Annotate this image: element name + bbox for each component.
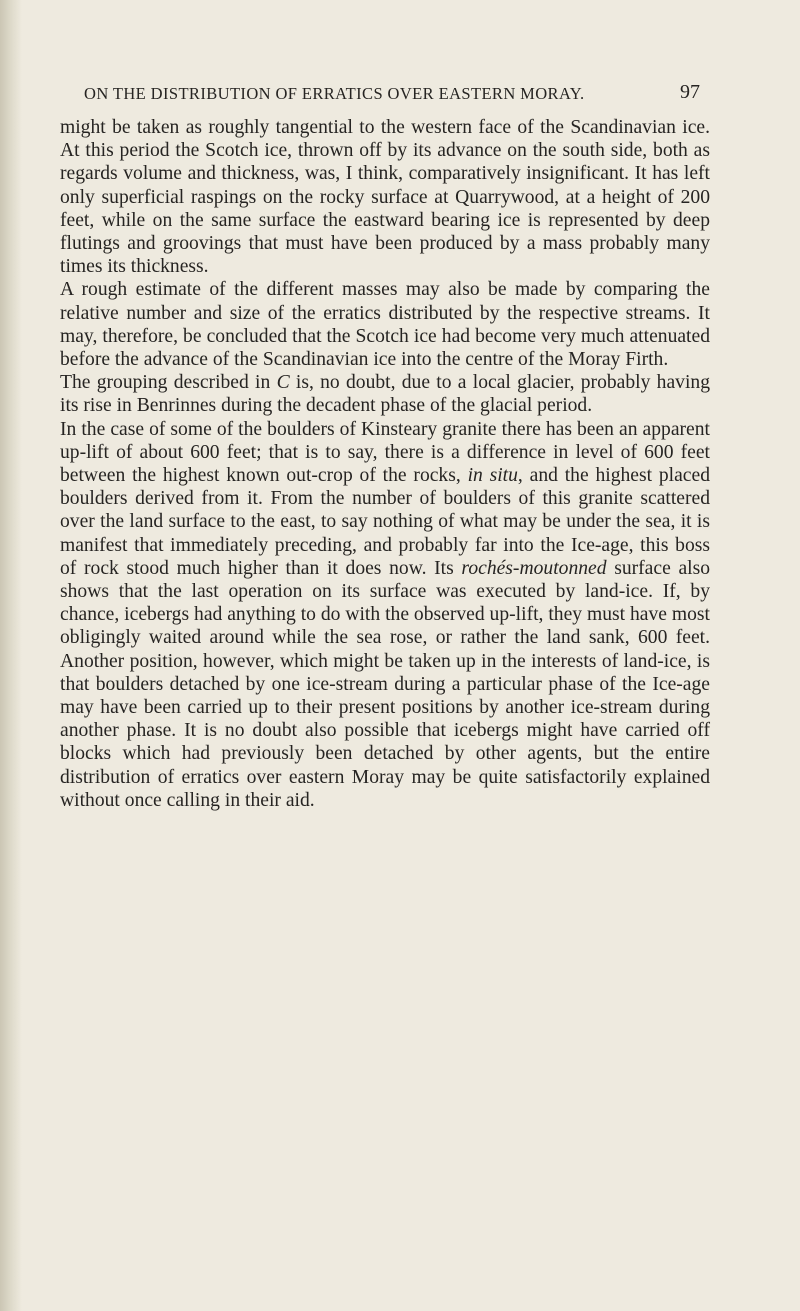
paragraph-grouping-text-a: The grouping described in bbox=[60, 372, 277, 394]
in-situ-term: in situ bbox=[467, 465, 518, 487]
page-edge-shadow bbox=[0, 0, 22, 1311]
running-head bbox=[60, 81, 710, 116]
paragraph-grouping-text-b: is, no doubt, due to a local glacier, probably having its rise in Benrinnes during the decadent phase of the glacial period. bbox=[60, 372, 710, 417]
paragraph-continuation: might be taken as roughly tangential to the western face of the Scandinavian ice. At this period the Scotch ice, thrown off by its advance on the south side, both as regards volume and thickness, was, I think, comparatively insignificant. It has left only superficial raspings on the rocky surface at Quarrywood, at a height of 200 feet, while on the same surface the eastward bearing ice is represented by deep flutings and groovings that must have been produced by a mass probably many times its thickness. bbox=[60, 117, 710, 278]
page-number: 97 bbox=[680, 81, 700, 103]
paragraph-kinsteary bbox=[60, 418, 710, 812]
paragraph-kinsteary-text-b: , and the highest placed boulders derived from it. From the number of boulders of this granite scattered over the land surface to the east, to say nothing of what may be under the sea, it is manifest that immediately preceding, and probably far into the Ice-age, this boss of rock stood much higher than it does now. Its bbox=[60, 465, 710, 579]
grouping-letter: C bbox=[276, 372, 290, 394]
running-title: ON THE DISTRIBUTION OF ERRATICS OVER EASTERN MORAY. bbox=[84, 84, 585, 103]
roches-moutonned-term: rochés-moutonned bbox=[461, 557, 607, 579]
body-text bbox=[60, 116, 710, 812]
book-page bbox=[60, 81, 711, 812]
paragraph-grouping bbox=[60, 371, 710, 417]
paragraph-kinsteary-text-a: In the case of some of the boulders of Kinsteary granite there has been an apparent up-lift of about 600 feet; that is to say, there is a difference in level of 600 feet between the highest known out-crop of the rocks, bbox=[60, 418, 710, 487]
paragraph-rough-estimate: A rough estimate of the different masses may also be made by comparing the relative number and size of the erratics distributed by the respective streams. It may, therefore, be concluded that the Scotch ice had become very much attenuated before the advance of the Scandinavian ice into the centre of the Moray Firth. bbox=[60, 279, 710, 371]
paragraph-kinsteary-text-c: surface also shows that the last operation on its surface was executed by land-ice. If, by chance, icebergs had anything to do with the observed up-lift, they must have most obligingly waited around while the sea rose, or rather the land sank, 600 feet. Another position, however, which might be taken up in the interests of land-ice, is that boulders detached by one ice-stream during a particular phase of the Ice-age may have been carried up to their present positions by another ice-stream during another phase. It is no doubt also possible that icebergs might have carried off blocks which had previously been detached by other agents, but the entire distribution of erratics over eastern Moray may be quite satisfactorily explained without once calling in their aid. bbox=[60, 557, 711, 811]
